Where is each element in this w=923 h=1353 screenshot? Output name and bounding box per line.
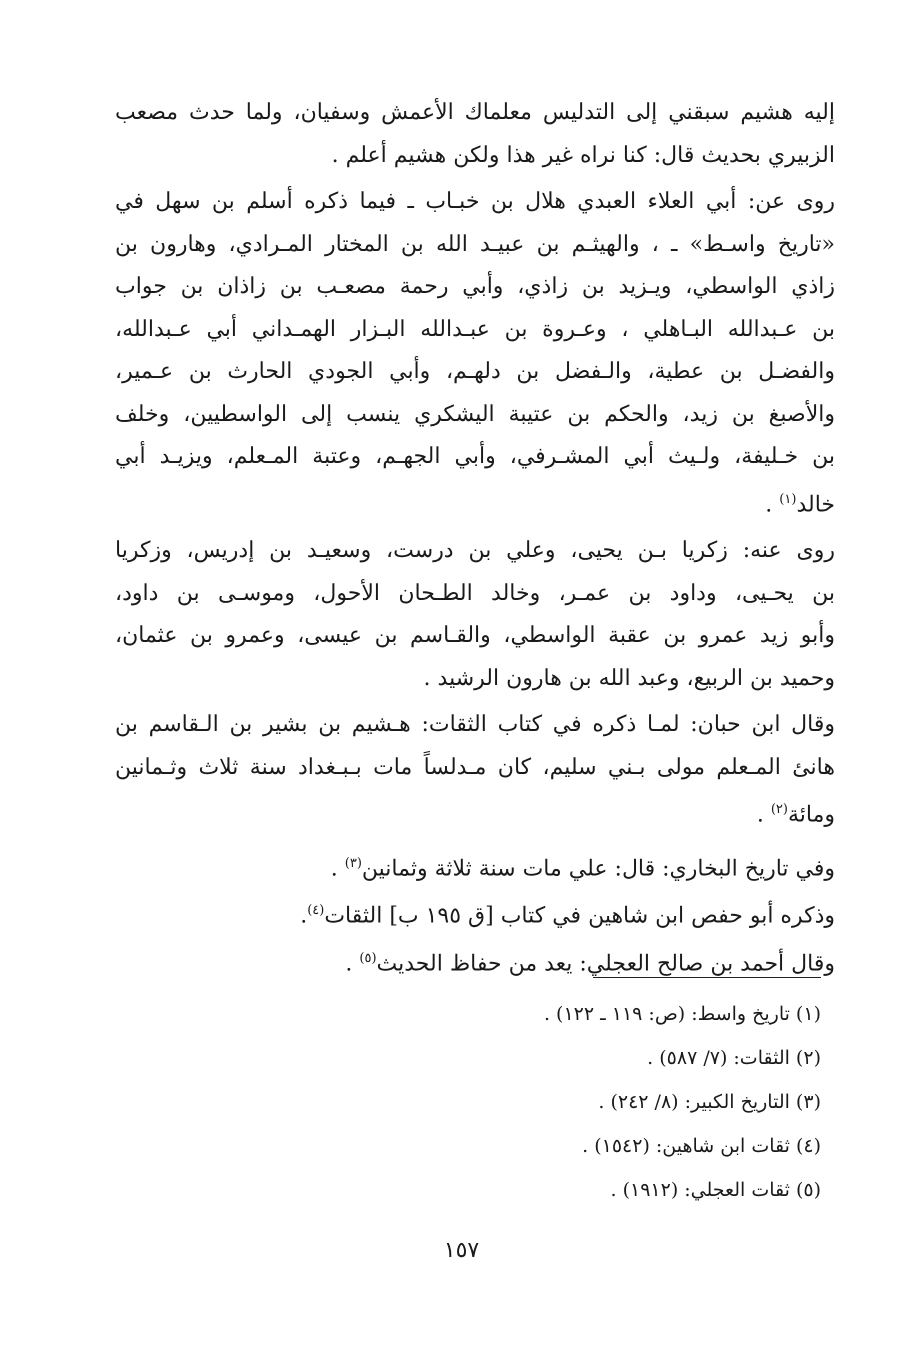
paragraph-intro <box>115 92 835 177</box>
text-fragment: وذكره أبو حفص ابن شاهين في كتاب [ق ١٩٥ ب] الثقات <box>324 903 835 929</box>
text-line: الزبيري بحديث قال: كنا نراه غير هذا ولكن هشيم أعلم . <box>331 142 835 168</box>
text-line: بن عـبدالله البـاهلي ، وعـروة بن عبـدالله البـزار الهمـداني أبي عـبدالله، <box>115 316 835 342</box>
footnote-divider <box>593 977 821 978</box>
footnote-ref: (٥) <box>359 950 377 966</box>
statement-ibn-shahin: وذكره أبو حفص ابن شاهين في كتاب [ق ١٩٥ ب] الثقات$^{(٤)}$. <box>300 903 835 929</box>
short-statements <box>115 843 835 985</box>
footnote-ref: (٤) <box>307 903 325 919</box>
paragraph-narrated-from <box>115 181 835 526</box>
main-text <box>115 92 835 985</box>
footnote-item: (٣) التاريخ الكبير: (٨/ ٢٤٢) . <box>598 1091 821 1113</box>
footnote-item: (١) تاريخ واسط: (ص: ١١٩ ـ ١٢٢) . <box>543 1003 821 1025</box>
text-fragment: وفي تاريخ البخاري: قال: علي مات سنة ثلاثة وثمانين <box>361 856 835 882</box>
text-fragment: وقال أحمد بن صالح العجلي: يعد من حفاظ الحديث <box>376 951 835 977</box>
footnote-ref: (١) <box>779 491 797 507</box>
text-line: والفضـل بن عطية، والـفضل بن دلهـم، وأبي الجودي الحارث بن عـمير، <box>115 359 835 384</box>
footnote-item: (٢) الثقات: (٧/ ٥٨٧) . <box>647 1047 821 1069</box>
footnotes <box>300 992 821 1212</box>
text-fragment: ومائة <box>787 802 835 828</box>
text-line: إليه هشيم سبقني إلى التدليس معلماك الأعمش وسفيان، ولما حدث مصعب <box>115 100 835 125</box>
paragraph-narrated-by <box>115 530 835 700</box>
text-line: روى عن: أبي العلاء العبدي هلال بن خبـاب ـ فيما ذكره أسلم بن سهل في <box>115 189 835 214</box>
text-line: وقال ابن حبان: لمـا ذكره في كتاب الثقات: هـشيم بن بشير بن الـقاسم بن <box>115 712 835 738</box>
page-number: ١٥٧ <box>443 1238 480 1263</box>
footnote-ref: (٣) <box>344 856 362 872</box>
text-line-end: ومائة$^{(٢)}$ . <box>756 802 835 828</box>
text-line: روى عنه: زكريا بـن يحيى، وعلي بن درست، وسعيـد بن إدريس، وزكريا <box>115 538 835 564</box>
text-line: بن يحـيى، وداود بن عمـر، وخالد الطـحان الأحول، وموسـى بن داود، <box>115 580 835 606</box>
text-line: «تاريخ واسـط» ـ ، والهيثـم بن عبيـد الله بن المختار المـرادي، وهارون بن <box>115 231 835 257</box>
text-line: والأصبغ بن زيد، والحكم بن عتيبة اليشكري ينسب إلى الواسطيين، وخلف <box>115 401 835 427</box>
statement-ijli: وقال أحمد بن صالح العجلي: يعد من حفاظ الحديث$^{(٥)}$ . <box>345 950 835 977</box>
text-line: زاذي الواسطي، ويـزيد بن زاذي، وأبي رحمة مصعـب بن زاذان بن جواب <box>115 274 835 299</box>
text-fragment: خالد <box>796 491 835 517</box>
text-line: بن خـليفة، ولـيث أبي المشـرفي، وأبي الجهـم، وعتبة المـعلم، ويزيـد أبي <box>115 444 835 469</box>
text-line-end: خالد$^{(١)}$ . <box>765 491 835 517</box>
text-line: وحميد بن الربيع، وعبد الله بن هارون الرشيد . <box>423 665 835 691</box>
footnote-ref: (٢) <box>770 802 788 818</box>
paragraph-ibn-hibban <box>115 704 835 837</box>
statement-bukhari: وفي تاريخ البخاري: قال: علي مات سنة ثلاثة وثمانين$^{(٣)}$ . <box>330 856 835 882</box>
text-line: هانئ المـعلم مولى بـني سليم، كان مـدلساً مات بـبـغداد سنة ثلاث وثـمانين <box>115 754 835 780</box>
text-line: وأبو زيد عمرو بن عقبة الواسطي، والقـاسم بن عيسى، وعمرو بن عثمان، <box>115 623 835 649</box>
footnote-item: (٥) ثقات العجلي: (١٩١٢) . <box>610 1179 821 1201</box>
footnote-item: (٤) ثقات ابن شاهين: (١٥٤٢) . <box>582 1135 821 1157</box>
